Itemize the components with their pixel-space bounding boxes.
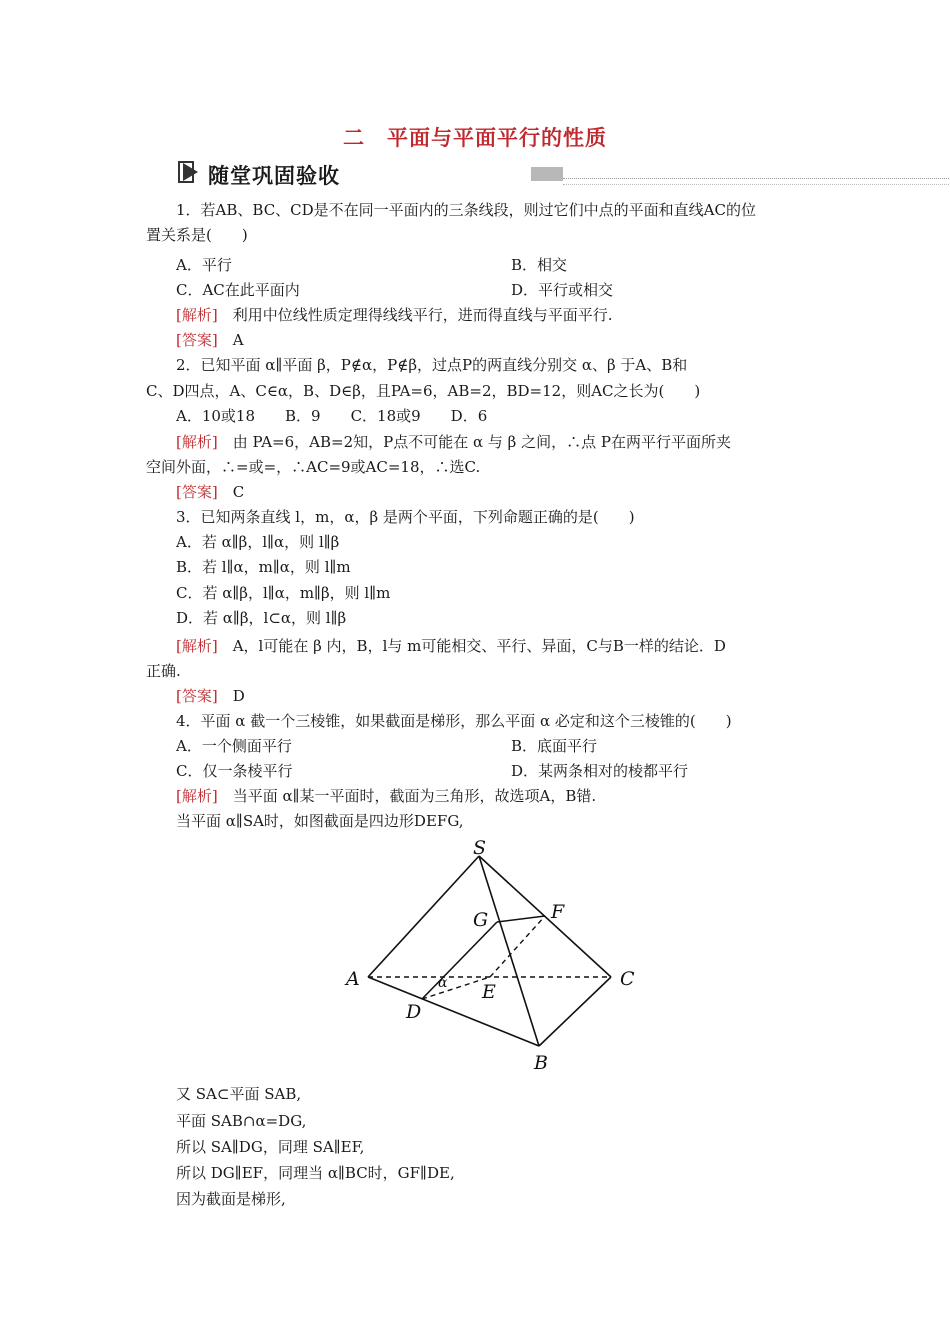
q1-option-a: A．平行 [176, 256, 232, 274]
q2-stem: 2．已知平面 α∥平面 β，P∉α，P∉β，过点P的两直线分别交 α、β 于A、B和 [176, 356, 688, 374]
q3-option-d: D．若 α∥β，l⊂α，则 l∥β [176, 609, 347, 627]
solution-line-3: 所以 SA∥DG，同理 SA∥EF, [176, 1138, 365, 1156]
section-banner [178, 158, 850, 188]
q1-stem-cont: 置关系是( ) [146, 226, 248, 244]
solution-line-2: 平面 SAB∩α=DG, [176, 1112, 307, 1130]
q1-answer [176, 329, 244, 351]
edge-AB [368, 977, 539, 1046]
answer-text: A [217, 331, 244, 349]
q2-stem-cont: C、D四点，A、C∈α，B、D∈β，且PA=6，AB=2，BD=12，则AC之长为( ) [146, 382, 701, 400]
q2-answer [176, 481, 244, 503]
solution-line-1: 又 SA⊂平面 SAB, [176, 1085, 302, 1103]
label-A: A [346, 968, 360, 990]
q2-analysis [176, 431, 731, 453]
segment-GF [497, 916, 545, 922]
label-B: B [534, 1052, 548, 1074]
q4-stem: 4．平面 α 截一个三棱锥，如果截面是梯形，那么平面 α 必定和这个三棱锥的( ) [176, 712, 732, 730]
analysis-text: 利用中位线性质定理得线线平行，进而得直线与平面平行. [217, 306, 613, 324]
banner-block [531, 167, 563, 181]
banner-rule-2 [563, 184, 950, 185]
q1-option-b: B．相交 [511, 256, 568, 274]
pyramid-figure [340, 832, 640, 1077]
solution-line-4: 所以 DG∥EF，同理当 α∥BC时，GF∥DE, [176, 1164, 455, 1182]
label-C: C [620, 968, 635, 990]
q3-analysis-cont: 正确. [146, 662, 181, 680]
q4-option-a: A．一个侧面平行 [176, 737, 292, 755]
answer-text: C [217, 483, 245, 501]
solution-line-5: 因为截面是梯形, [176, 1190, 286, 1208]
label-E: E [482, 981, 496, 1003]
q4-analysis [176, 785, 596, 807]
answer-tag: [答案] [176, 687, 218, 705]
segment-EF [490, 916, 545, 977]
q1-stem: 1．若AB、BC、CD是不在同一平面内的三条线段，则过它们中点的平面和直线AC的位 [176, 201, 756, 219]
label-S: S [473, 837, 487, 859]
q3-option-c: C．若 α∥β，l∥α，m∥β，则 l∥m [176, 584, 391, 602]
label-D: D [406, 1001, 422, 1023]
q3-option-b: B．若 l∥α，m∥α，则 l∥m [176, 558, 351, 576]
label-alpha: α [438, 975, 448, 991]
analysis-tag: [解析] [176, 787, 218, 805]
play-arrow-icon [178, 160, 200, 184]
label-G: G [473, 909, 489, 931]
banner-label: 随堂巩固验收 [208, 164, 340, 188]
edge-SA [368, 856, 479, 977]
answer-tag: [答案] [176, 331, 218, 349]
q2-options: A．10或18 B．9 C．18或9 D．6 [176, 407, 488, 425]
q3-analysis [176, 635, 726, 657]
q2-analysis-cont: 空间外面，∴=或=，∴AC=9或AC=18，∴选C. [146, 458, 481, 476]
answer-tag: [答案] [176, 483, 218, 501]
banner-rule [563, 178, 950, 179]
label-F: F [551, 901, 565, 923]
q4-option-b: B．底面平行 [511, 737, 598, 755]
analysis-tag: [解析] [176, 306, 218, 324]
analysis-text: A，l可能在 β 内，B，l与 m可能相交、平行、异面，C与B一样的结论．D [217, 637, 726, 655]
q1-option-d: D．平行或相交 [511, 281, 614, 299]
q4-analysis-cont: 当平面 α∥SA时，如图截面是四边形DEFG, [176, 812, 464, 830]
analysis-tag: [解析] [176, 433, 218, 451]
q1-option-c: C．AC在此平面内 [176, 281, 300, 299]
analysis-text: 由 PA=6，AB=2知，P点不可能在 α 与 β 之间，∴点 P在两平行平面所夹 [217, 433, 731, 451]
edge-BC [539, 977, 611, 1046]
section-title: 二 平面与平面平行的性质 [343, 125, 607, 150]
q4-option-d: D．某两条相对的棱都平行 [511, 762, 689, 780]
analysis-tag: [解析] [176, 637, 218, 655]
q1-analysis [176, 304, 613, 326]
q4-option-c: C．仅一条棱平行 [176, 762, 293, 780]
answer-text: D [217, 687, 245, 705]
q3-option-a: A．若 α∥β，l∥α，则 l∥β [176, 533, 340, 551]
q3-answer [176, 685, 245, 707]
analysis-text: 当平面 α∥某一平面时，截面为三角形，故选项A，B错. [217, 787, 597, 805]
q3-stem: 3．已知两条直线 l，m，α，β 是两个平面，下列命题正确的是( ) [176, 508, 635, 526]
